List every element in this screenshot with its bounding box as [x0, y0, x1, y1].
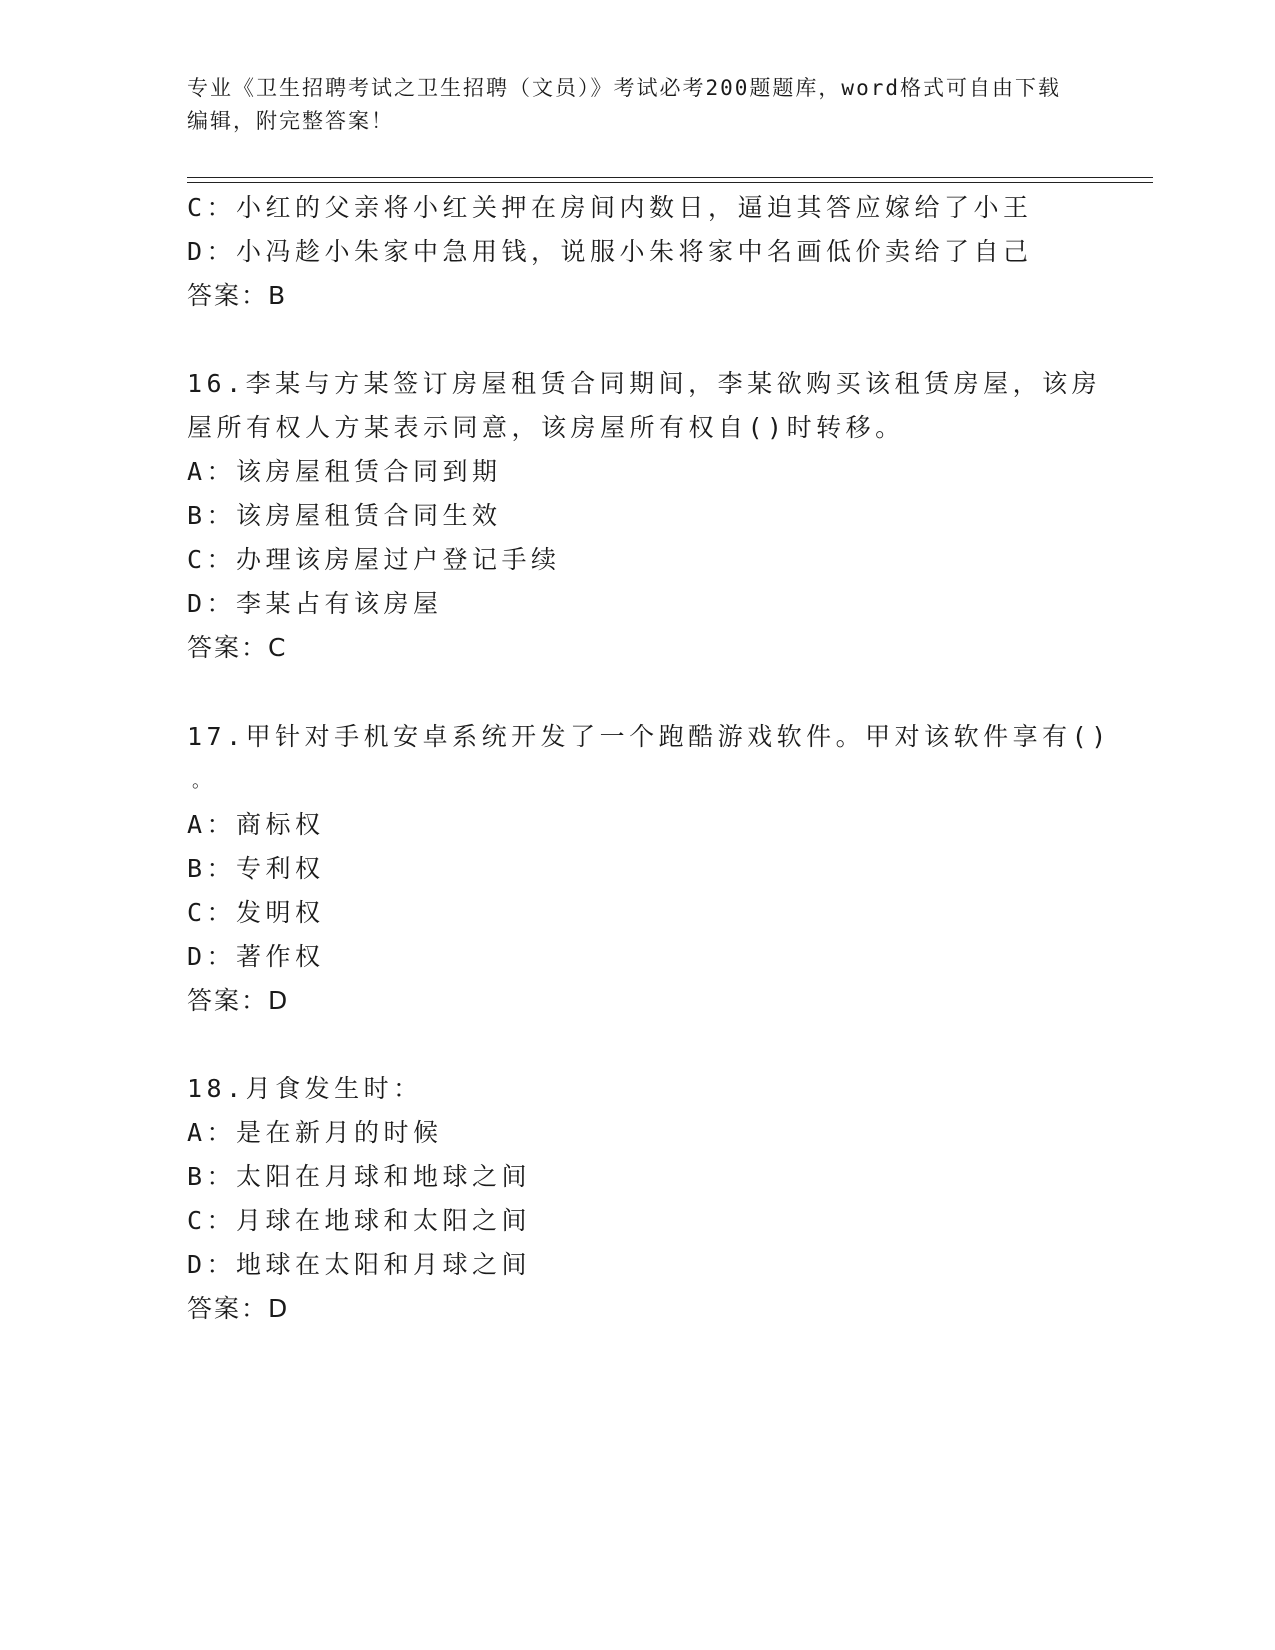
q18-option-c: C：月球在地球和太阳之间 [187, 1206, 532, 1235]
header-divider-bottom [187, 182, 1153, 183]
q17-stem-line-1: 17.甲针对手机安卓系统开发了一个跑酷游戏软件。甲对该软件享有() [187, 722, 1111, 751]
q16-option-d: D：李某占有该房屋 [187, 589, 443, 618]
q15-option-c: C：小红的父亲将小红关押在房间内数日，逼迫其答应嫁给了小王 [187, 193, 1033, 222]
q18-answer: 答案：D [187, 1294, 290, 1323]
q16-option-a: A：该房屋租赁合同到期 [187, 457, 502, 486]
q17-option-a: A：商标权 [187, 810, 325, 839]
q17-answer: 答案：D [187, 986, 290, 1015]
q17-option-c: C：发明权 [187, 898, 325, 927]
q16-option-b: B：该房屋租赁合同生效 [187, 501, 502, 530]
q15-answer: 答案：B [187, 281, 288, 310]
q18-option-b: B：太阳在月球和地球之间 [187, 1162, 532, 1191]
q15-option-d: D：小冯趁小朱家中急用钱，说服小朱将家中名画低价卖给了自己 [187, 237, 1033, 266]
q18-stem-line-1: 18.月食发生时： [187, 1074, 423, 1103]
q16-stem-line-2: 屋所有权人方某表示同意，该房屋所有权自()时转移。 [187, 413, 905, 442]
q17-option-b: B：专利权 [187, 854, 325, 883]
header-divider-top [187, 177, 1153, 178]
document-header: 专业《卫生招聘考试之卫生招聘（文员）》考试必考200题题库，word格式可自由下载编辑，附完整答案！ [187, 76, 1061, 133]
q16-option-c: C：办理该房屋过户登记手续 [187, 545, 561, 574]
q17-option-d: D：著作权 [187, 942, 325, 971]
q16-answer: 答案：C [187, 633, 288, 662]
q18-option-a: A：是在新月的时候 [187, 1118, 443, 1147]
q16-stem-line-1: 16.李某与方某签订房屋租赁合同期间，李某欲购买该租赁房屋，该房 [187, 369, 1102, 398]
q17-stem-line-2: 。 [192, 771, 210, 792]
q18-option-d: D：地球在太阳和月球之间 [187, 1250, 532, 1279]
